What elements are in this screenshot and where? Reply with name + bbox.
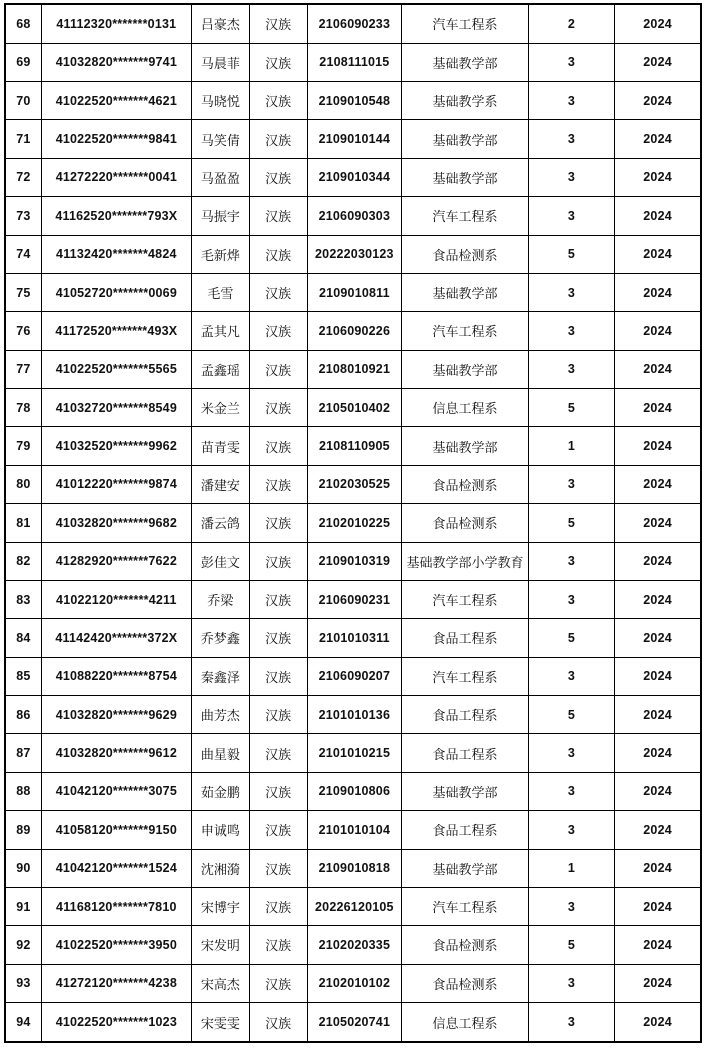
cell-year: 2024: [615, 657, 701, 695]
cell-masked-id-number: 41282920*******7622: [41, 542, 191, 580]
cell-amount: 3: [528, 657, 614, 695]
cell-year: 2024: [615, 197, 701, 235]
cell-amount: 1: [528, 849, 614, 887]
cell-student-name: 彭佳文: [192, 542, 250, 580]
cell-student-id: 2101010215: [307, 734, 402, 772]
table-row: [5, 811, 701, 849]
cell-year: 2024: [615, 772, 701, 810]
cell-student-name: 孟其凡: [192, 312, 250, 350]
cell-student-name: 乔梦鑫: [192, 619, 250, 657]
cell-student-id: 2101010104: [307, 811, 402, 849]
cell-department: 基础教学部: [402, 43, 529, 81]
table-row: [5, 120, 701, 158]
table-row: [5, 235, 701, 273]
cell-department: 食品检测系: [402, 235, 529, 273]
table-row: [5, 4, 701, 43]
cell-student-id: 2109010144: [307, 120, 402, 158]
cell-year: 2024: [615, 82, 701, 120]
cell-row-number: 70: [5, 82, 41, 120]
cell-ethnicity: 汉族: [249, 389, 307, 427]
cell-year: 2024: [615, 350, 701, 388]
cell-ethnicity: 汉族: [249, 542, 307, 580]
cell-student-name: 苗青雯: [192, 427, 250, 465]
table-row: [5, 542, 701, 580]
table-row: [5, 580, 701, 618]
cell-ethnicity: 汉族: [249, 465, 307, 503]
cell-masked-id-number: 41272120*******4238: [41, 964, 191, 1002]
cell-ethnicity: 汉族: [249, 580, 307, 618]
cell-student-id: 2106090207: [307, 657, 402, 695]
cell-department: 基础教学部: [402, 158, 529, 196]
table-row: [5, 504, 701, 542]
cell-ethnicity: 汉族: [249, 312, 307, 350]
table-row: [5, 465, 701, 503]
cell-masked-id-number: 41142420*******372X: [41, 619, 191, 657]
cell-year: 2024: [615, 1003, 701, 1042]
cell-masked-id-number: 41132420*******4824: [41, 235, 191, 273]
cell-row-number: 81: [5, 504, 41, 542]
cell-row-number: 69: [5, 43, 41, 81]
cell-department: 信息工程系: [402, 389, 529, 427]
cell-masked-id-number: 41022520*******4621: [41, 82, 191, 120]
cell-student-id: 2108010921: [307, 350, 402, 388]
cell-ethnicity: 汉族: [249, 772, 307, 810]
cell-masked-id-number: 41032820*******9741: [41, 43, 191, 81]
table-row: [5, 82, 701, 120]
cell-student-id: 2105020741: [307, 1003, 402, 1042]
cell-row-number: 74: [5, 235, 41, 273]
cell-year: 2024: [615, 542, 701, 580]
cell-row-number: 88: [5, 772, 41, 810]
cell-student-name: 马晨菲: [192, 43, 250, 81]
cell-row-number: 84: [5, 619, 41, 657]
cell-ethnicity: 汉族: [249, 120, 307, 158]
cell-masked-id-number: 41162520*******793X: [41, 197, 191, 235]
cell-row-number: 86: [5, 696, 41, 734]
cell-amount: 1: [528, 427, 614, 465]
table-row: [5, 312, 701, 350]
cell-year: 2024: [615, 504, 701, 542]
cell-year: 2024: [615, 734, 701, 772]
table-row: [5, 427, 701, 465]
cell-year: 2024: [615, 120, 701, 158]
cell-department: 基础教学系: [402, 82, 529, 120]
cell-amount: 3: [528, 312, 614, 350]
cell-student-id: 2108111015: [307, 43, 402, 81]
cell-student-id: 2101010311: [307, 619, 402, 657]
cell-student-name: 毛雪: [192, 273, 250, 311]
cell-ethnicity: 汉族: [249, 657, 307, 695]
cell-student-id: 2109010548: [307, 82, 402, 120]
cell-student-id: 2109010344: [307, 158, 402, 196]
cell-student-id: 2102010102: [307, 964, 402, 1002]
table-row: [5, 696, 701, 734]
cell-row-number: 90: [5, 849, 41, 887]
cell-student-id: 20226120105: [307, 887, 402, 925]
cell-student-id: 2102020335: [307, 926, 402, 964]
cell-department: 汽车工程系: [402, 887, 529, 925]
cell-ethnicity: 汉族: [249, 734, 307, 772]
cell-masked-id-number: 41272220*******0041: [41, 158, 191, 196]
cell-row-number: 75: [5, 273, 41, 311]
table-row: [5, 887, 701, 925]
cell-amount: 3: [528, 542, 614, 580]
cell-amount: 3: [528, 43, 614, 81]
cell-amount: 5: [528, 235, 614, 273]
cell-amount: 3: [528, 158, 614, 196]
cell-student-name: 宋博宇: [192, 887, 250, 925]
cell-masked-id-number: 41022520*******1023: [41, 1003, 191, 1042]
cell-department: 汽车工程系: [402, 4, 529, 43]
table-body: [5, 4, 701, 1042]
cell-masked-id-number: 41032820*******9682: [41, 504, 191, 542]
table-row: [5, 926, 701, 964]
cell-row-number: 91: [5, 887, 41, 925]
cell-amount: 3: [528, 811, 614, 849]
cell-row-number: 92: [5, 926, 41, 964]
table-row: [5, 350, 701, 388]
cell-department: 汽车工程系: [402, 197, 529, 235]
table-row: [5, 1003, 701, 1042]
cell-student-id: 20222030123: [307, 235, 402, 273]
cell-department: 基础教学部: [402, 273, 529, 311]
cell-ethnicity: 汉族: [249, 1003, 307, 1042]
cell-row-number: 82: [5, 542, 41, 580]
cell-ethnicity: 汉族: [249, 197, 307, 235]
cell-ethnicity: 汉族: [249, 82, 307, 120]
table-row: [5, 197, 701, 235]
cell-department: 食品检测系: [402, 504, 529, 542]
cell-student-id: 2109010811: [307, 273, 402, 311]
cell-student-id: 2108110905: [307, 427, 402, 465]
cell-year: 2024: [615, 465, 701, 503]
cell-row-number: 85: [5, 657, 41, 695]
table-row: [5, 657, 701, 695]
cell-ethnicity: 汉族: [249, 350, 307, 388]
cell-year: 2024: [615, 312, 701, 350]
cell-ethnicity: 汉族: [249, 849, 307, 887]
cell-year: 2024: [615, 964, 701, 1002]
cell-ethnicity: 汉族: [249, 235, 307, 273]
cell-student-id: 2106090226: [307, 312, 402, 350]
cell-masked-id-number: 41112320*******0131: [41, 4, 191, 43]
cell-student-name: 茹金鹏: [192, 772, 250, 810]
cell-student-name: 潘建安: [192, 465, 250, 503]
cell-masked-id-number: 41022520*******9841: [41, 120, 191, 158]
cell-department: 食品工程系: [402, 619, 529, 657]
cell-department: 汽车工程系: [402, 580, 529, 618]
cell-year: 2024: [615, 158, 701, 196]
cell-department: 信息工程系: [402, 1003, 529, 1042]
cell-row-number: 89: [5, 811, 41, 849]
cell-student-name: 马笑倩: [192, 120, 250, 158]
cell-masked-id-number: 41168120*******7810: [41, 887, 191, 925]
cell-amount: 2: [528, 4, 614, 43]
cell-department: 食品工程系: [402, 696, 529, 734]
cell-row-number: 77: [5, 350, 41, 388]
cell-amount: 3: [528, 465, 614, 503]
cell-student-name: 潘云鸽: [192, 504, 250, 542]
cell-student-id: 2109010319: [307, 542, 402, 580]
cell-department: 食品检测系: [402, 465, 529, 503]
cell-year: 2024: [615, 4, 701, 43]
cell-student-name: 曲芳杰: [192, 696, 250, 734]
cell-ethnicity: 汉族: [249, 504, 307, 542]
cell-masked-id-number: 41052720*******0069: [41, 273, 191, 311]
table-row: [5, 964, 701, 1002]
cell-amount: 3: [528, 273, 614, 311]
table-row: [5, 389, 701, 427]
cell-masked-id-number: 41042120*******1524: [41, 849, 191, 887]
cell-masked-id-number: 41022520*******3950: [41, 926, 191, 964]
table-row: [5, 619, 701, 657]
cell-ethnicity: 汉族: [249, 427, 307, 465]
cell-department: 食品检测系: [402, 926, 529, 964]
cell-student-id: 2101010136: [307, 696, 402, 734]
cell-student-name: 马晓悦: [192, 82, 250, 120]
cell-amount: 3: [528, 82, 614, 120]
cell-student-name: 米金兰: [192, 389, 250, 427]
cell-year: 2024: [615, 849, 701, 887]
cell-row-number: 79: [5, 427, 41, 465]
cell-student-name: 曲星毅: [192, 734, 250, 772]
cell-ethnicity: 汉族: [249, 43, 307, 81]
cell-row-number: 76: [5, 312, 41, 350]
cell-masked-id-number: 41042120*******3075: [41, 772, 191, 810]
cell-amount: 3: [528, 197, 614, 235]
cell-student-name: 宋高杰: [192, 964, 250, 1002]
cell-student-id: 2109010806: [307, 772, 402, 810]
table-row: [5, 43, 701, 81]
table-row: [5, 734, 701, 772]
cell-masked-id-number: 41022120*******4211: [41, 580, 191, 618]
cell-row-number: 87: [5, 734, 41, 772]
cell-department: 汽车工程系: [402, 312, 529, 350]
cell-student-id: 2106090233: [307, 4, 402, 43]
cell-department: 汽车工程系: [402, 657, 529, 695]
cell-amount: 5: [528, 389, 614, 427]
cell-row-number: 72: [5, 158, 41, 196]
cell-amount: 3: [528, 120, 614, 158]
cell-masked-id-number: 41032520*******9962: [41, 427, 191, 465]
cell-masked-id-number: 41032820*******9612: [41, 734, 191, 772]
cell-amount: 5: [528, 619, 614, 657]
cell-department: 基础教学部: [402, 427, 529, 465]
cell-masked-id-number: 41012220*******9874: [41, 465, 191, 503]
cell-year: 2024: [615, 811, 701, 849]
cell-row-number: 71: [5, 120, 41, 158]
cell-amount: 5: [528, 926, 614, 964]
cell-student-name: 乔梁: [192, 580, 250, 618]
cell-masked-id-number: 41032820*******9629: [41, 696, 191, 734]
cell-year: 2024: [615, 43, 701, 81]
cell-amount: 3: [528, 772, 614, 810]
cell-masked-id-number: 41058120*******9150: [41, 811, 191, 849]
cell-ethnicity: 汉族: [249, 619, 307, 657]
cell-student-name: 毛新烨: [192, 235, 250, 273]
cell-ethnicity: 汉族: [249, 811, 307, 849]
cell-year: 2024: [615, 235, 701, 273]
cell-year: 2024: [615, 696, 701, 734]
cell-student-name: 申诚鸣: [192, 811, 250, 849]
cell-row-number: 83: [5, 580, 41, 618]
cell-row-number: 94: [5, 1003, 41, 1042]
cell-year: 2024: [615, 273, 701, 311]
cell-student-name: 秦鑫泽: [192, 657, 250, 695]
cell-masked-id-number: 41022520*******5565: [41, 350, 191, 388]
cell-ethnicity: 汉族: [249, 964, 307, 1002]
cell-student-name: 宋雯雯: [192, 1003, 250, 1042]
table-row: [5, 772, 701, 810]
cell-department: 食品工程系: [402, 811, 529, 849]
cell-student-name: 马盈盈: [192, 158, 250, 196]
cell-department: 基础教学部: [402, 772, 529, 810]
cell-ethnicity: 汉族: [249, 4, 307, 43]
cell-masked-id-number: 41172520*******493X: [41, 312, 191, 350]
cell-student-id: 2102010225: [307, 504, 402, 542]
cell-ethnicity: 汉族: [249, 273, 307, 311]
cell-row-number: 80: [5, 465, 41, 503]
cell-year: 2024: [615, 427, 701, 465]
cell-amount: 5: [528, 504, 614, 542]
cell-row-number: 68: [5, 4, 41, 43]
cell-student-name: 马振宇: [192, 197, 250, 235]
cell-year: 2024: [615, 389, 701, 427]
cell-masked-id-number: 41088220*******8754: [41, 657, 191, 695]
cell-year: 2024: [615, 619, 701, 657]
cell-amount: 5: [528, 696, 614, 734]
cell-student-name: 孟鑫瑶: [192, 350, 250, 388]
cell-student-name: 宋发明: [192, 926, 250, 964]
table-row: [5, 273, 701, 311]
cell-amount: 3: [528, 580, 614, 618]
cell-department: 基础教学部小学教育: [402, 542, 529, 580]
cell-student-id: 2109010818: [307, 849, 402, 887]
cell-department: 基础教学部: [402, 350, 529, 388]
cell-student-id: 2106090231: [307, 580, 402, 618]
cell-ethnicity: 汉族: [249, 926, 307, 964]
table-row: [5, 849, 701, 887]
cell-student-name: 沈湘漪: [192, 849, 250, 887]
cell-department: 食品检测系: [402, 964, 529, 1002]
cell-student-id: 2102030525: [307, 465, 402, 503]
cell-year: 2024: [615, 926, 701, 964]
cell-row-number: 93: [5, 964, 41, 1002]
cell-ethnicity: 汉族: [249, 887, 307, 925]
cell-student-id: 2105010402: [307, 389, 402, 427]
cell-ethnicity: 汉族: [249, 696, 307, 734]
cell-student-name: 吕豪杰: [192, 4, 250, 43]
cell-department: 食品工程系: [402, 734, 529, 772]
cell-amount: 3: [528, 964, 614, 1002]
cell-row-number: 78: [5, 389, 41, 427]
cell-year: 2024: [615, 580, 701, 618]
cell-row-number: 73: [5, 197, 41, 235]
cell-ethnicity: 汉族: [249, 158, 307, 196]
cell-amount: 3: [528, 887, 614, 925]
cell-department: 基础教学部: [402, 120, 529, 158]
table-row: [5, 158, 701, 196]
cell-year: 2024: [615, 887, 701, 925]
cell-department: 基础教学部: [402, 849, 529, 887]
student-roster-table: [4, 3, 702, 1043]
cell-amount: 3: [528, 734, 614, 772]
cell-amount: 3: [528, 350, 614, 388]
cell-amount: 3: [528, 1003, 614, 1042]
cell-student-id: 2106090303: [307, 197, 402, 235]
cell-masked-id-number: 41032720*******8549: [41, 389, 191, 427]
